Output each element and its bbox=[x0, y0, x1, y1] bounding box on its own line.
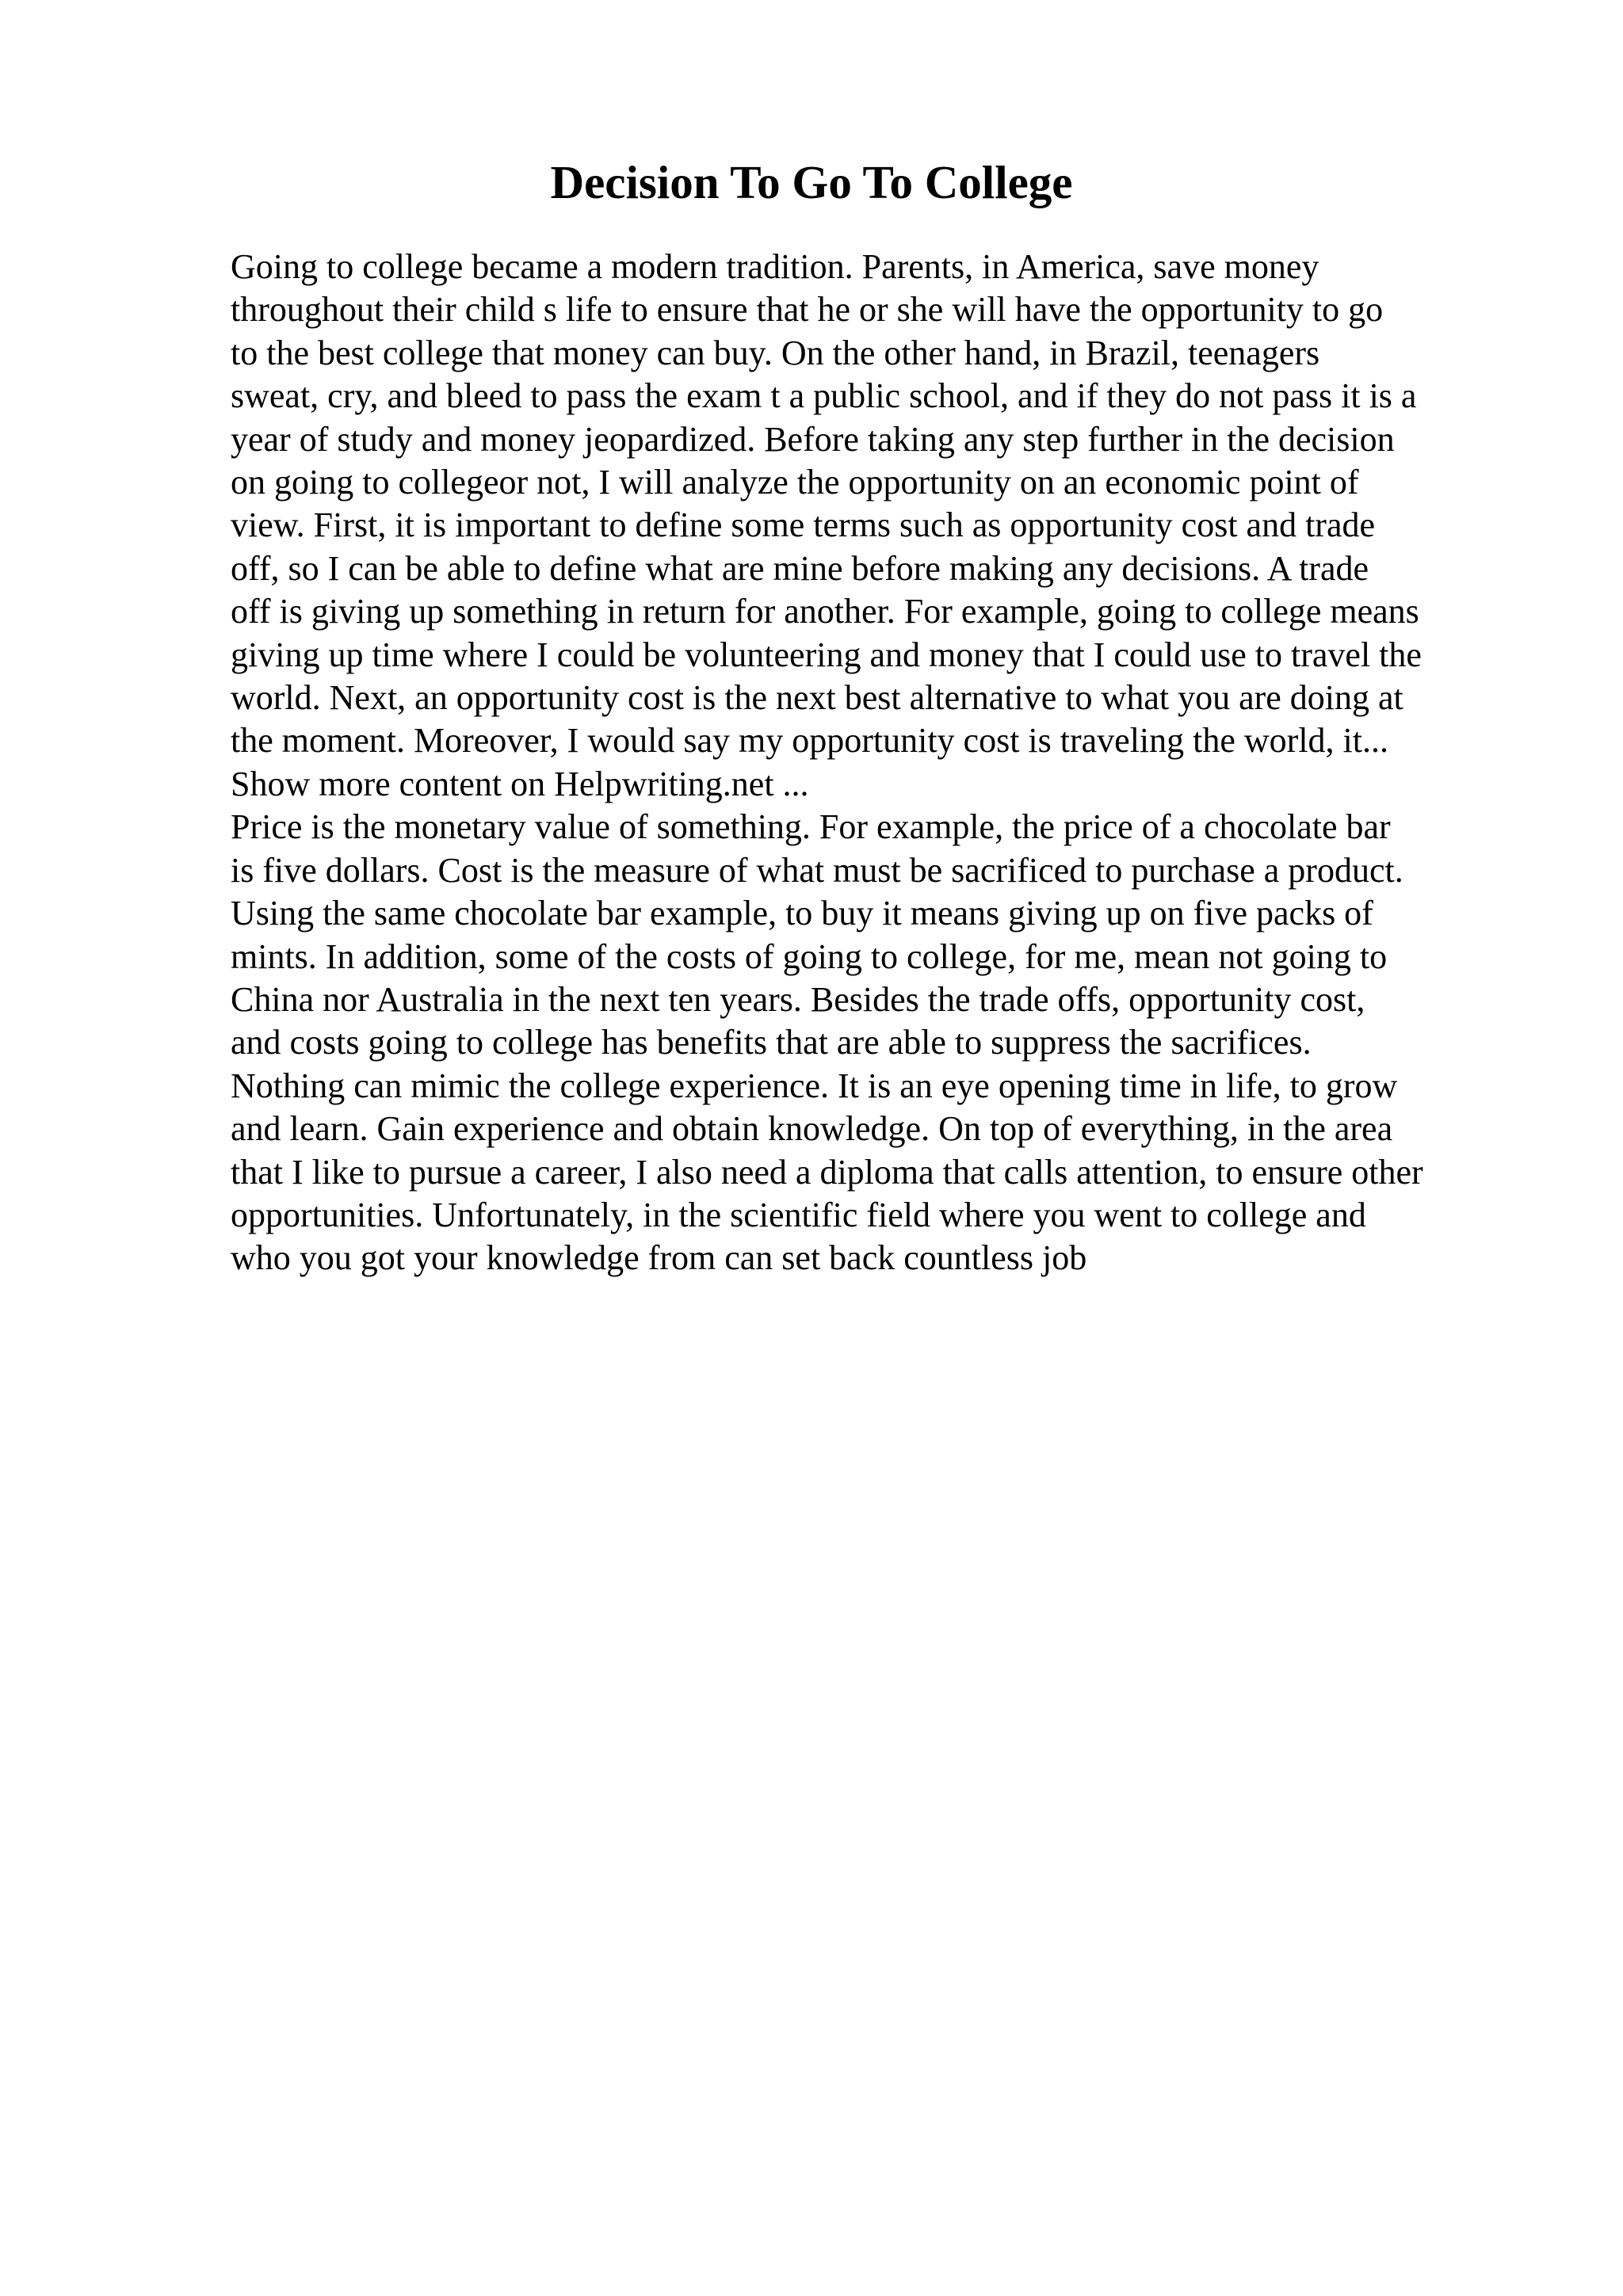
show-more-link[interactable]: Show more content on Helpwriting.net ... bbox=[231, 764, 809, 803]
text-line: is five dollars. Cost is the measure of what must be sacrificed to purchase a product. bbox=[231, 850, 1403, 890]
text-line: Price is the monetary value of something. For example, the price of a chocolate bar bbox=[231, 807, 1391, 847]
text-line: off is giving up something in return for another. For example, going to college means bbox=[231, 592, 1419, 631]
text-line: Going to college became a modern tradition. Parents, in America, save money bbox=[231, 247, 1319, 286]
text-line: and costs going to college has benefits that are able to suppress the sacrifices. bbox=[231, 1023, 1312, 1062]
text-line: giving up time where I could be volunteering and money that I could use to travel the bbox=[231, 635, 1422, 674]
text-line: off, so I can be able to define what are mine before making any decisions. A trade bbox=[231, 548, 1369, 588]
text-line: on going to collegeor not, I will analyze the opportunity on an economic point of bbox=[231, 463, 1359, 502]
text-line: mints. In addition, some of the costs of going to college, for me, mean not going to bbox=[231, 936, 1388, 976]
text-line: Using the same chocolate bar example, to buy it means giving up on five packs of bbox=[231, 894, 1373, 933]
document-body bbox=[231, 246, 1514, 1280]
text-line: throughout their child s life to ensure that he or she will have the opportunity to go bbox=[231, 290, 1384, 330]
text-line: the moment. Moreover, I would say my opportunity cost is traveling the world, it... bbox=[231, 721, 1389, 761]
document-title: Decision To Go To College bbox=[550, 156, 1073, 208]
text-line: China nor Australia in the next ten years. Besides the trade offs, opportunity cost, bbox=[231, 979, 1365, 1019]
text-line: view. First, it is important to define some terms such as opportunity cost and trade bbox=[231, 505, 1376, 545]
text-line: who you got your knowledge from can set back countless job bbox=[231, 1238, 1087, 1278]
text-line: year of study and money jeopardized. Before taking any step further in the decision bbox=[231, 419, 1395, 459]
text-line: to the best college that money can buy. On the other hand, in Brazil, teenagers bbox=[231, 333, 1320, 372]
text-line: that I like to pursue a career, I also need a diploma that calls attention, to ensure other bbox=[231, 1152, 1423, 1192]
text-line: sweat, cry, and bleed to pass the exam t a public school, and if they do not pass it is a bbox=[231, 376, 1417, 416]
text-line: Nothing can mimic the college experience. It is an eye opening time in life, to grow bbox=[231, 1066, 1398, 1105]
text-line: and learn. Gain experience and obtain knowledge. On top of everything, in the area bbox=[231, 1109, 1393, 1149]
text-line: opportunities. Unfortunately, in the scientific field where you went to college and bbox=[231, 1195, 1366, 1234]
text-line: world. Next, an opportunity cost is the next best alternative to what you are doing at bbox=[231, 678, 1403, 718]
